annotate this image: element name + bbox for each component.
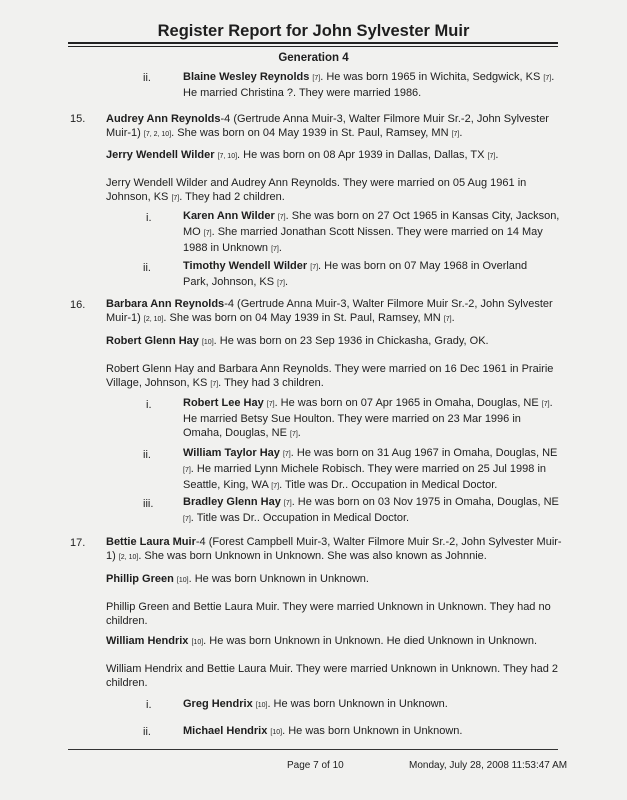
- child-number: ii.: [143, 262, 151, 274]
- person-name: William Taylor Hay: [183, 447, 280, 459]
- entry-text: . They had 3 children.: [218, 377, 324, 389]
- source-ref: [7]: [266, 401, 275, 408]
- marriage-entry: [106, 176, 566, 206]
- entry-text: . He was born on 07 May 1968 in Overland Park, Johnson, KS: [183, 260, 528, 288]
- source-ref: [7]: [271, 246, 279, 253]
- marriage-entry: [106, 600, 566, 628]
- child-entry: [183, 697, 561, 713]
- entry-text: .: [284, 276, 289, 288]
- person-name: Greg Hendrix: [183, 698, 253, 710]
- person-name: Audrey Ann Reynolds: [106, 113, 221, 125]
- entry-text: . She was born on 27 Oct 1965 in Kansas City, Jackson, MO: [183, 210, 560, 238]
- source-ref: [7]: [541, 401, 550, 408]
- entry-text: Jerry Wendell Wilder and Audrey Ann Reynolds. They were married on 05 Aug 1961 in Johnson, KS: [106, 177, 527, 203]
- marriage-entry: [106, 662, 566, 690]
- source-ref: [7]: [487, 153, 496, 160]
- entry-text: . She married Jonathan Scott Nissen. They were married on 14 May 1988 in Unknown: [183, 226, 543, 254]
- child-entry: [183, 446, 561, 494]
- entry-text: .: [278, 242, 282, 254]
- entry-text: . She was born on 04 May 1939 in St. Paul, Ramsey, MN: [171, 127, 449, 139]
- person-name: Robert Glenn Hay: [106, 335, 199, 347]
- entry-text: . Title was Dr.. Occupation in Medical Doctor.: [190, 512, 410, 524]
- spouse-entry: [106, 634, 566, 650]
- entry-text: . Title was Dr.. Occupation in Medical Doctor.: [279, 479, 498, 491]
- source-ref: [7]: [310, 264, 319, 271]
- entry-text: .: [451, 312, 455, 324]
- source-ref: [7]: [277, 214, 286, 221]
- person-name: Barbara Ann Reynolds: [106, 298, 225, 310]
- entry-text: . They had 2 children.: [179, 191, 285, 203]
- source-ref: [7]: [312, 75, 321, 82]
- entry-text: . He was born Unknown in Unknown. He died Unknown in Unknown.: [203, 635, 538, 647]
- child-number: ii.: [143, 72, 151, 84]
- person-name: Blaine Wesley Reynolds: [183, 71, 310, 83]
- person-name: Robert Lee Hay: [183, 397, 264, 409]
- entry-number: 17.: [70, 537, 86, 549]
- source-ref: [10]: [270, 729, 283, 736]
- entry-text: . He married Lynn Michele Robisch. They were married on 25 Jul 1998 in Seattle, King, WA: [183, 463, 547, 491]
- child-number: ii.: [143, 726, 151, 738]
- source-ref: [7]: [183, 467, 191, 474]
- child-entry: [183, 70, 563, 100]
- entry-text: . She was born on 04 May 1939 in St. Paul, Ramsey, MN: [163, 312, 441, 324]
- source-ref: [10]: [191, 639, 204, 646]
- source-ref: [7]: [290, 431, 298, 438]
- person-name: Bradley Glenn Hay: [183, 496, 281, 508]
- entry-number: 16.: [70, 299, 86, 311]
- source-ref: [10]: [201, 339, 214, 346]
- entry-text: . He was born Unknown in Unknown.: [188, 573, 369, 585]
- entry-text: .: [495, 149, 499, 161]
- source-ref: [7]: [183, 516, 191, 523]
- lineage-text: -4 (Forest Campbell Muir-3, Walter Filmore Muir Sr.-2, John Sylvester Muir-1): [106, 536, 562, 562]
- person-name: William Hendrix: [106, 635, 189, 647]
- entry-text: . He was born on 07 Apr 1965 in Omaha, Douglas, NE: [274, 397, 539, 409]
- source-ref: [7]: [443, 316, 452, 323]
- source-ref: [7]: [277, 280, 285, 287]
- marriage-entry: [106, 362, 566, 392]
- person-name: Karen Ann Wilder: [183, 210, 275, 222]
- source-ref: [7, 10]: [217, 153, 238, 160]
- entry-text: . He was born on 03 Nov 1975 in Omaha, Douglas, NE: [291, 496, 559, 508]
- person-entry: [106, 112, 566, 142]
- child-number: i.: [146, 399, 152, 411]
- source-ref: [7]: [451, 131, 460, 138]
- source-ref: [7]: [203, 230, 212, 237]
- entry-text: . He was born on 31 Aug 1967 in Omaha, Douglas, NE: [290, 447, 558, 459]
- person-entry: [106, 297, 566, 327]
- report-timestamp: Monday, July 28, 2008 11:53:47 AM: [409, 760, 568, 771]
- source-ref: [7]: [271, 483, 280, 490]
- source-ref: [7]: [171, 195, 180, 202]
- header-rule-thin: [68, 46, 558, 47]
- child-entry: [183, 259, 543, 291]
- child-entry: [183, 495, 561, 527]
- entry-text: . He was born Unknown in Unknown.: [282, 725, 463, 737]
- source-ref: [2, 10]: [143, 316, 164, 323]
- child-number: i.: [146, 699, 152, 711]
- entry-number: 15.: [70, 113, 86, 125]
- child-entry: [183, 396, 561, 442]
- entry-text: . He was born on 08 Apr 1939 in Dallas, Dallas, TX: [237, 149, 485, 161]
- person-name: Phillip Green: [106, 573, 174, 585]
- person-name: Jerry Wendell Wilder: [106, 149, 215, 161]
- person-name: Timothy Wendell Wilder: [183, 260, 308, 272]
- footer-rule: [68, 749, 558, 750]
- page-number: Page 7 of 10: [287, 760, 344, 771]
- child-number: i.: [146, 212, 152, 224]
- source-ref: [2, 10]: [118, 554, 139, 561]
- source-ref: [10]: [176, 577, 189, 584]
- child-number: ii.: [143, 449, 151, 461]
- entry-text: Robert Glenn Hay and Barbara Ann Reynolds. They were married on 16 Dec 1961 in Prairie Village, Johnson, KS: [106, 363, 554, 389]
- person-entry: [106, 535, 568, 565]
- child-number: iii.: [143, 498, 154, 510]
- source-ref: [7, 2, 10]: [143, 131, 172, 138]
- entry-text: . He was born on 23 Sep 1936 in Chickasha, Grady, OK.: [213, 335, 489, 347]
- entry-text: Phillip Green and Bettie Laura Muir. They were married Unknown in Unknown. They had no children.: [106, 601, 551, 627]
- source-ref: [10]: [255, 702, 268, 709]
- child-entry: [183, 724, 561, 740]
- header-rule: [68, 42, 558, 44]
- source-ref: [7]: [210, 381, 219, 388]
- entry-text: William Hendrix and Bettie Laura Muir. They were married Unknown in Unknown. They had 2 children.: [106, 663, 559, 689]
- entry-text: . He married Christina ?. They were married 1986.: [183, 71, 555, 99]
- person-name: Bettie Laura Muir: [106, 536, 196, 548]
- spouse-entry: [106, 334, 566, 350]
- source-ref: [7]: [282, 451, 291, 458]
- source-ref: [7]: [543, 75, 552, 82]
- child-entry: [183, 209, 561, 257]
- entry-text: . He married Betsy Sue Houlton. They were married on 23 Mar 1996 in Omaha, Douglas, NE: [183, 397, 553, 439]
- entry-text: . She was born Unknown in Unknown. She was also known as Johnnie.: [138, 550, 487, 562]
- entry-text: . He was born Unknown in Unknown.: [267, 698, 448, 710]
- spouse-entry: [106, 572, 566, 588]
- source-ref: [7]: [283, 500, 292, 507]
- report-title: Register Report for John Sylvester Muir: [157, 22, 470, 40]
- person-name: Michael Hendrix: [183, 725, 268, 737]
- entry-text: .: [297, 427, 301, 439]
- entry-text: .: [459, 127, 463, 139]
- lineage-text: -4 (Gertrude Anna Muir-3, Walter Filmore Muir Sr.-2, John Sylvester Muir-1): [106, 298, 553, 324]
- generation-heading: Generation 4: [278, 52, 349, 64]
- spouse-entry: [106, 148, 566, 164]
- entry-text: . He was born 1965 in Wichita, Sedgwick, KS: [320, 71, 541, 83]
- lineage-text: -4 (Gertrude Anna Muir-3, Walter Filmore Muir Sr.-2, John Sylvester Muir-1): [106, 113, 549, 139]
